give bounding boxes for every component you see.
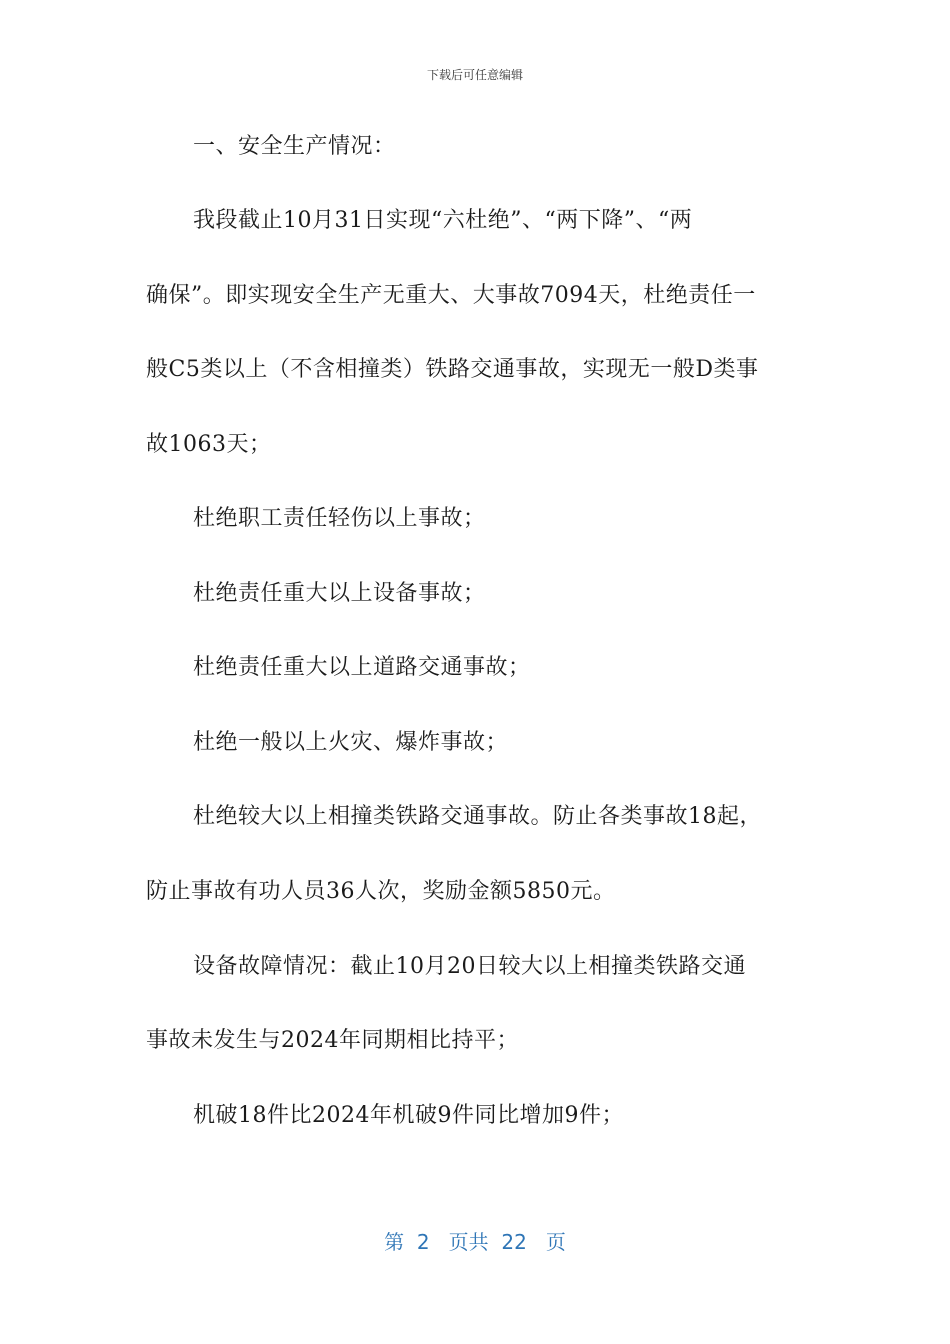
paragraph-line: 杜绝职工责任轻伤以上事故；	[193, 506, 486, 531]
paragraph-line: 杜绝一般以上火灾、爆炸事故；	[193, 730, 509, 755]
paragraph-line: 般C5类以上（不含相撞类）铁路交通事故，实现无一般D类事	[146, 357, 759, 382]
paragraph-line: 机破18件比2024年机破9件同比增加9件；	[193, 1103, 624, 1128]
paragraph-line: 杜绝责任重大以上道路交通事故；	[193, 655, 531, 680]
header-note: 下载后可任意编辑	[426, 68, 523, 82]
paragraph-line: 设备故障情况：截止10月20日较大以上相撞类铁路交通	[193, 954, 746, 979]
paragraph-line: 确保”。即实现安全生产无重大、大事故7094天，杜绝责任一	[146, 283, 756, 308]
page-number-footer	[0, 1226, 950, 1255]
paragraph-line: 我段截止10月31日实现“六杜绝”、“两下降”、“两	[193, 208, 693, 233]
paragraph-line: 杜绝责任重大以上设备事故；	[193, 581, 486, 606]
paragraph-line: 防止事故有功人员36人次，奖励金额5850元。	[146, 879, 616, 904]
paragraph-line: 杜绝较大以上相撞类铁路交通事故。防止各类事故18起，	[193, 804, 762, 829]
section-heading: 一、安全生产情况：	[193, 134, 396, 159]
page-label-suffix: 页	[545, 1230, 566, 1254]
page-label-middle: 页共	[448, 1230, 489, 1254]
paragraph-line: 故1063天；	[146, 432, 272, 457]
page-label-prefix: 第	[384, 1230, 405, 1254]
current-page-number: 2	[416, 1230, 430, 1254]
total-pages-number: 22	[501, 1230, 527, 1254]
paragraph-line: 事故未发生与2024年同期相比持平；	[146, 1028, 519, 1053]
